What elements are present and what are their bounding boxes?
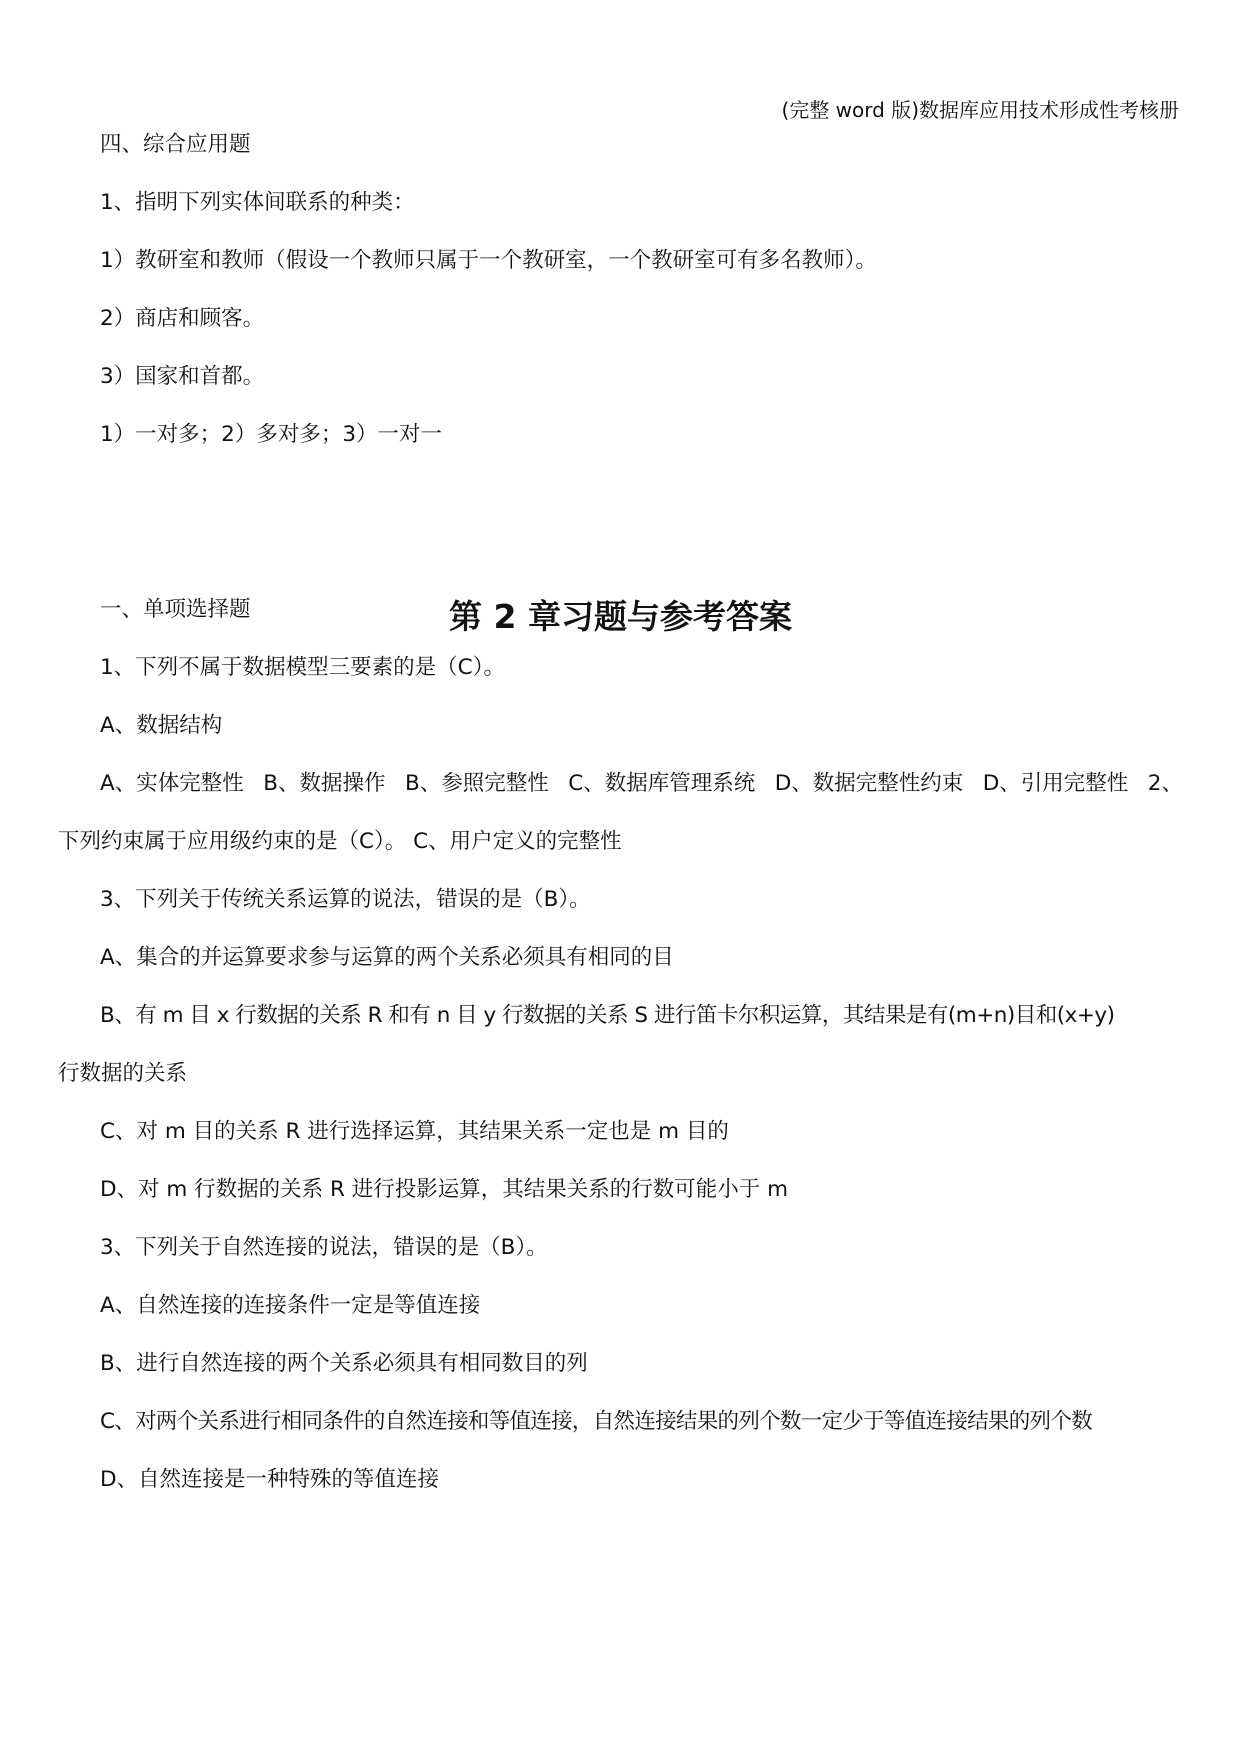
option-text: D、对 m 行数据的关系 R 进行投影运算，其结果关系的行数可能小于 m (100, 1177, 789, 1202)
section-heading: 一、单项选择题 (100, 597, 251, 622)
option-segment: C、数据库管理系统 (568, 771, 756, 796)
option-segment: B、数据操作 (263, 771, 386, 796)
question-text: 3、下列关于传统关系运算的说法，错误的是（B）。 (100, 887, 591, 912)
list-item: 2）商店和顾客。 (100, 306, 265, 331)
option-text: A、自然连接的连接条件一定是等值连接 (100, 1293, 481, 1318)
option-text: D、自然连接是一种特殊的等值连接 (100, 1467, 440, 1492)
mixed-options-line (100, 770, 1183, 798)
question-text: 下列约束属于应用级约束的是（C）。 C、用户定义的完整性 (58, 829, 622, 854)
chapter-title: 第 2 章习题与参考答案 (449, 597, 792, 636)
list-item: 1）教研室和教师（假设一个教师只属于一个教研室，一个教研室可有多名教师）。 (100, 248, 877, 273)
option-text: A、集合的并运算要求参与运算的两个关系必须具有相同的目 (100, 945, 674, 970)
answer-text: 1）一对多；2）多对多；3）一对一 (100, 422, 443, 447)
list-item: 3）国家和首都。 (100, 364, 265, 389)
option-text: C、对 m 目的关系 R 进行选择运算，其结果关系一定也是 m 目的 (100, 1119, 729, 1144)
question-text: 3、下列关于自然连接的说法，错误的是（B）。 (100, 1235, 548, 1260)
option-text: C、对两个关系进行相同条件的自然连接和等值连接，自然连接结果的列个数一定少于等值连接结果的列个数 (100, 1409, 1092, 1434)
running-header: (完整 word 版)数据库应用技术形成性考核册 (781, 98, 1179, 122)
option-segment: A、实体完整性 (100, 771, 244, 796)
option-text: B、进行自然连接的两个关系必须具有相同数目的列 (100, 1351, 588, 1376)
option-segment: B、参照完整性 (404, 771, 549, 796)
option-segment: 2、 (1147, 771, 1183, 796)
option-segment: D、引用完整性 (982, 771, 1129, 796)
option-text: A、数据结构 (100, 713, 223, 738)
option-text-continuation: 行数据的关系 (58, 1061, 188, 1086)
option-segment: D、数据完整性约束 (774, 771, 964, 796)
section-heading: 四、综合应用题 (100, 132, 251, 157)
option-text: B、有 m 目 x 行数据的关系 R 和有 n 目 y 行数据的关系 S 进行笛卡尔积运算，其结果是有(m+n)目和(x+y) (100, 1003, 1115, 1028)
question-text: 1、指明下列实体间联系的种类： (100, 190, 415, 215)
question-text: 1、下列不属于数据模型三要素的是（C）。 (100, 655, 505, 680)
